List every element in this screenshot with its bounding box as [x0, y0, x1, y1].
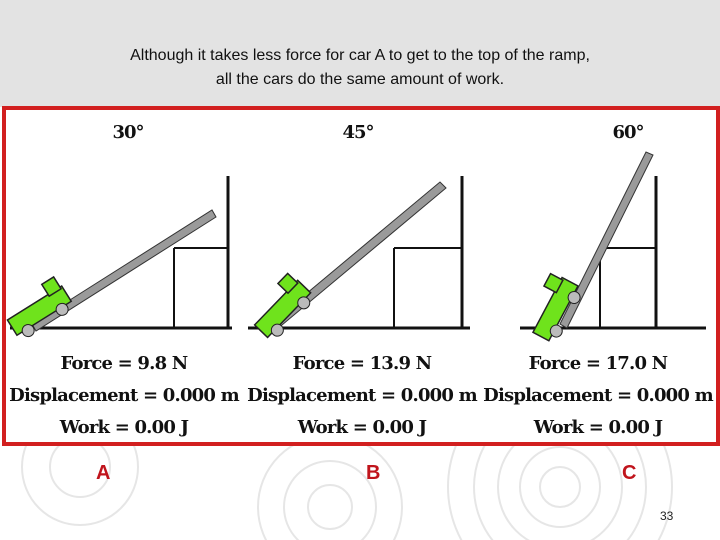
angle-label: 45°	[342, 122, 374, 143]
slide-caption	[40, 44, 680, 92]
caption-line-2: all the cars do the same amount of work.	[215, 71, 505, 88]
force-value: Force = 17.0 N	[528, 353, 668, 374]
work-value: Work = 0.00 J	[297, 417, 427, 438]
ramp-panel-a	[6, 110, 242, 442]
panel-a-stats	[6, 348, 242, 444]
car-a	[6, 276, 75, 342]
displacement-value: Displacement = 0.000 m	[9, 385, 239, 406]
label-b: B	[366, 462, 381, 484]
angle-label: 60°	[612, 122, 644, 143]
label-c: C	[622, 462, 637, 484]
caption-line-1: Although it takes less force for car A to get to the top of the ramp,	[130, 47, 590, 64]
ramp-panel-c	[480, 110, 716, 442]
displacement-value: Displacement = 0.000 m	[483, 385, 713, 406]
car-b	[246, 272, 316, 343]
page-number: 33	[660, 509, 674, 523]
label-a: A	[96, 462, 111, 484]
panel-c-stats	[480, 348, 716, 444]
ramp-diagram-60	[480, 110, 716, 350]
ramp-diagram-30	[6, 110, 242, 350]
force-value: Force = 13.9 N	[292, 353, 432, 374]
ramp-diagram-45	[244, 110, 480, 350]
ramp-illustration-frame	[2, 106, 720, 446]
force-value: Force = 9.8 N	[60, 353, 188, 374]
displacement-value: Displacement = 0.000 m	[247, 385, 477, 406]
angle-label: 30°	[112, 122, 144, 143]
ramp-panel-b	[244, 110, 480, 442]
work-value: Work = 0.00 J	[59, 417, 189, 438]
panel-b-stats	[244, 348, 480, 444]
work-value: Work = 0.00 J	[533, 417, 663, 438]
